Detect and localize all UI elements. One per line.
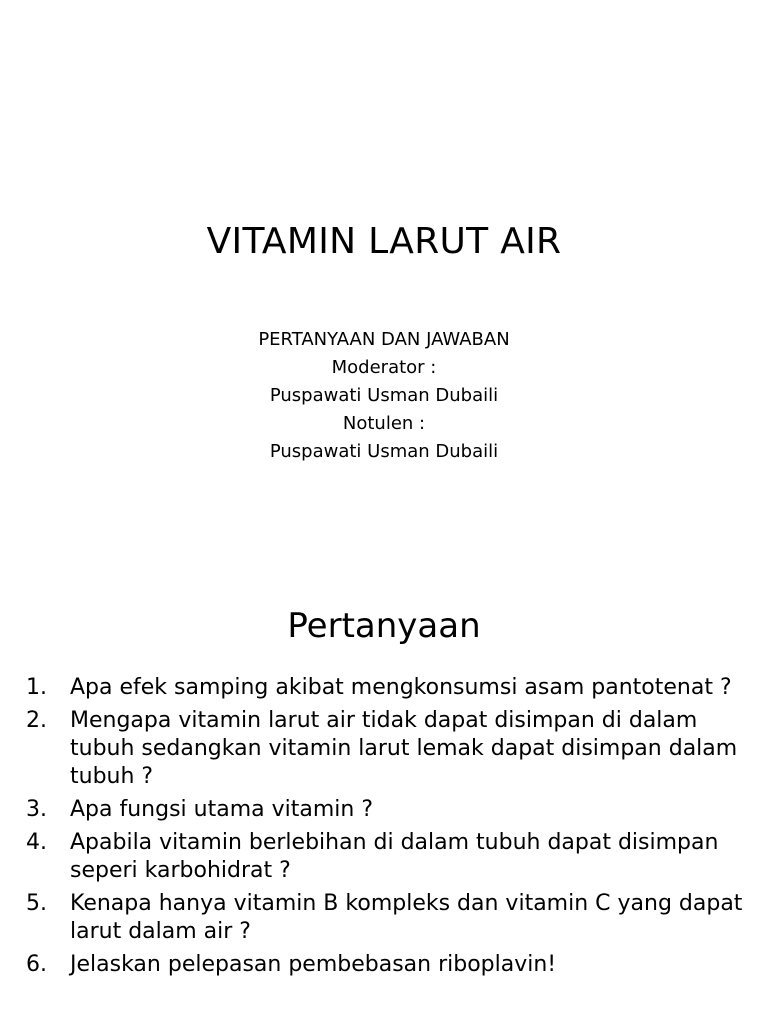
slide-subtitle <box>0 326 768 466</box>
questions-slide <box>0 576 768 1024</box>
question-item <box>0 674 768 702</box>
question-number: 3. <box>26 797 47 822</box>
question-text: Apabila vitamin berlebihan di dalam tubuh dapat disimpan seperi karbohidrat ? <box>70 830 719 883</box>
subtitle-heading: PERTANYAAN DAN JAWABAN <box>258 329 510 350</box>
question-number: 5. <box>26 891 47 916</box>
question-number: 2. <box>26 708 47 733</box>
question-item <box>0 829 768 885</box>
question-number: 1. <box>26 675 47 700</box>
moderator-name: Puspawati Usman Dubaili <box>269 385 499 406</box>
questions-title: Pertanyaan <box>287 606 481 646</box>
question-item <box>0 796 768 824</box>
question-number: 4. <box>26 830 47 855</box>
question-text: Apa efek samping akibat mengkonsumsi asam pantotenat ? <box>70 675 732 700</box>
moderator-label: Moderator : <box>331 357 437 378</box>
question-item <box>0 951 768 979</box>
question-number: 6. <box>26 952 47 977</box>
question-text: Mengapa vitamin larut air tidak dapat disimpan di dalam tubuh sedangkan vitamin larut lemak dapat disimpan dalam tubuh ? <box>70 708 738 789</box>
slide-title: VITAMIN LARUT AIR <box>206 221 562 262</box>
question-item <box>0 890 768 946</box>
question-text: Apa fungsi utama vitamin ? <box>70 797 374 822</box>
question-text: Jelaskan pelepasan pembebasan riboplavin! <box>70 952 557 977</box>
question-item <box>0 707 768 791</box>
notulen-name: Puspawati Usman Dubaili <box>269 441 499 462</box>
questions-list <box>0 674 768 984</box>
question-text: Kenapa hanya vitamin B kompleks dan vitamin C yang dapat larut dalam air ? <box>70 891 743 944</box>
notulen-label: Notulen : <box>342 413 426 434</box>
